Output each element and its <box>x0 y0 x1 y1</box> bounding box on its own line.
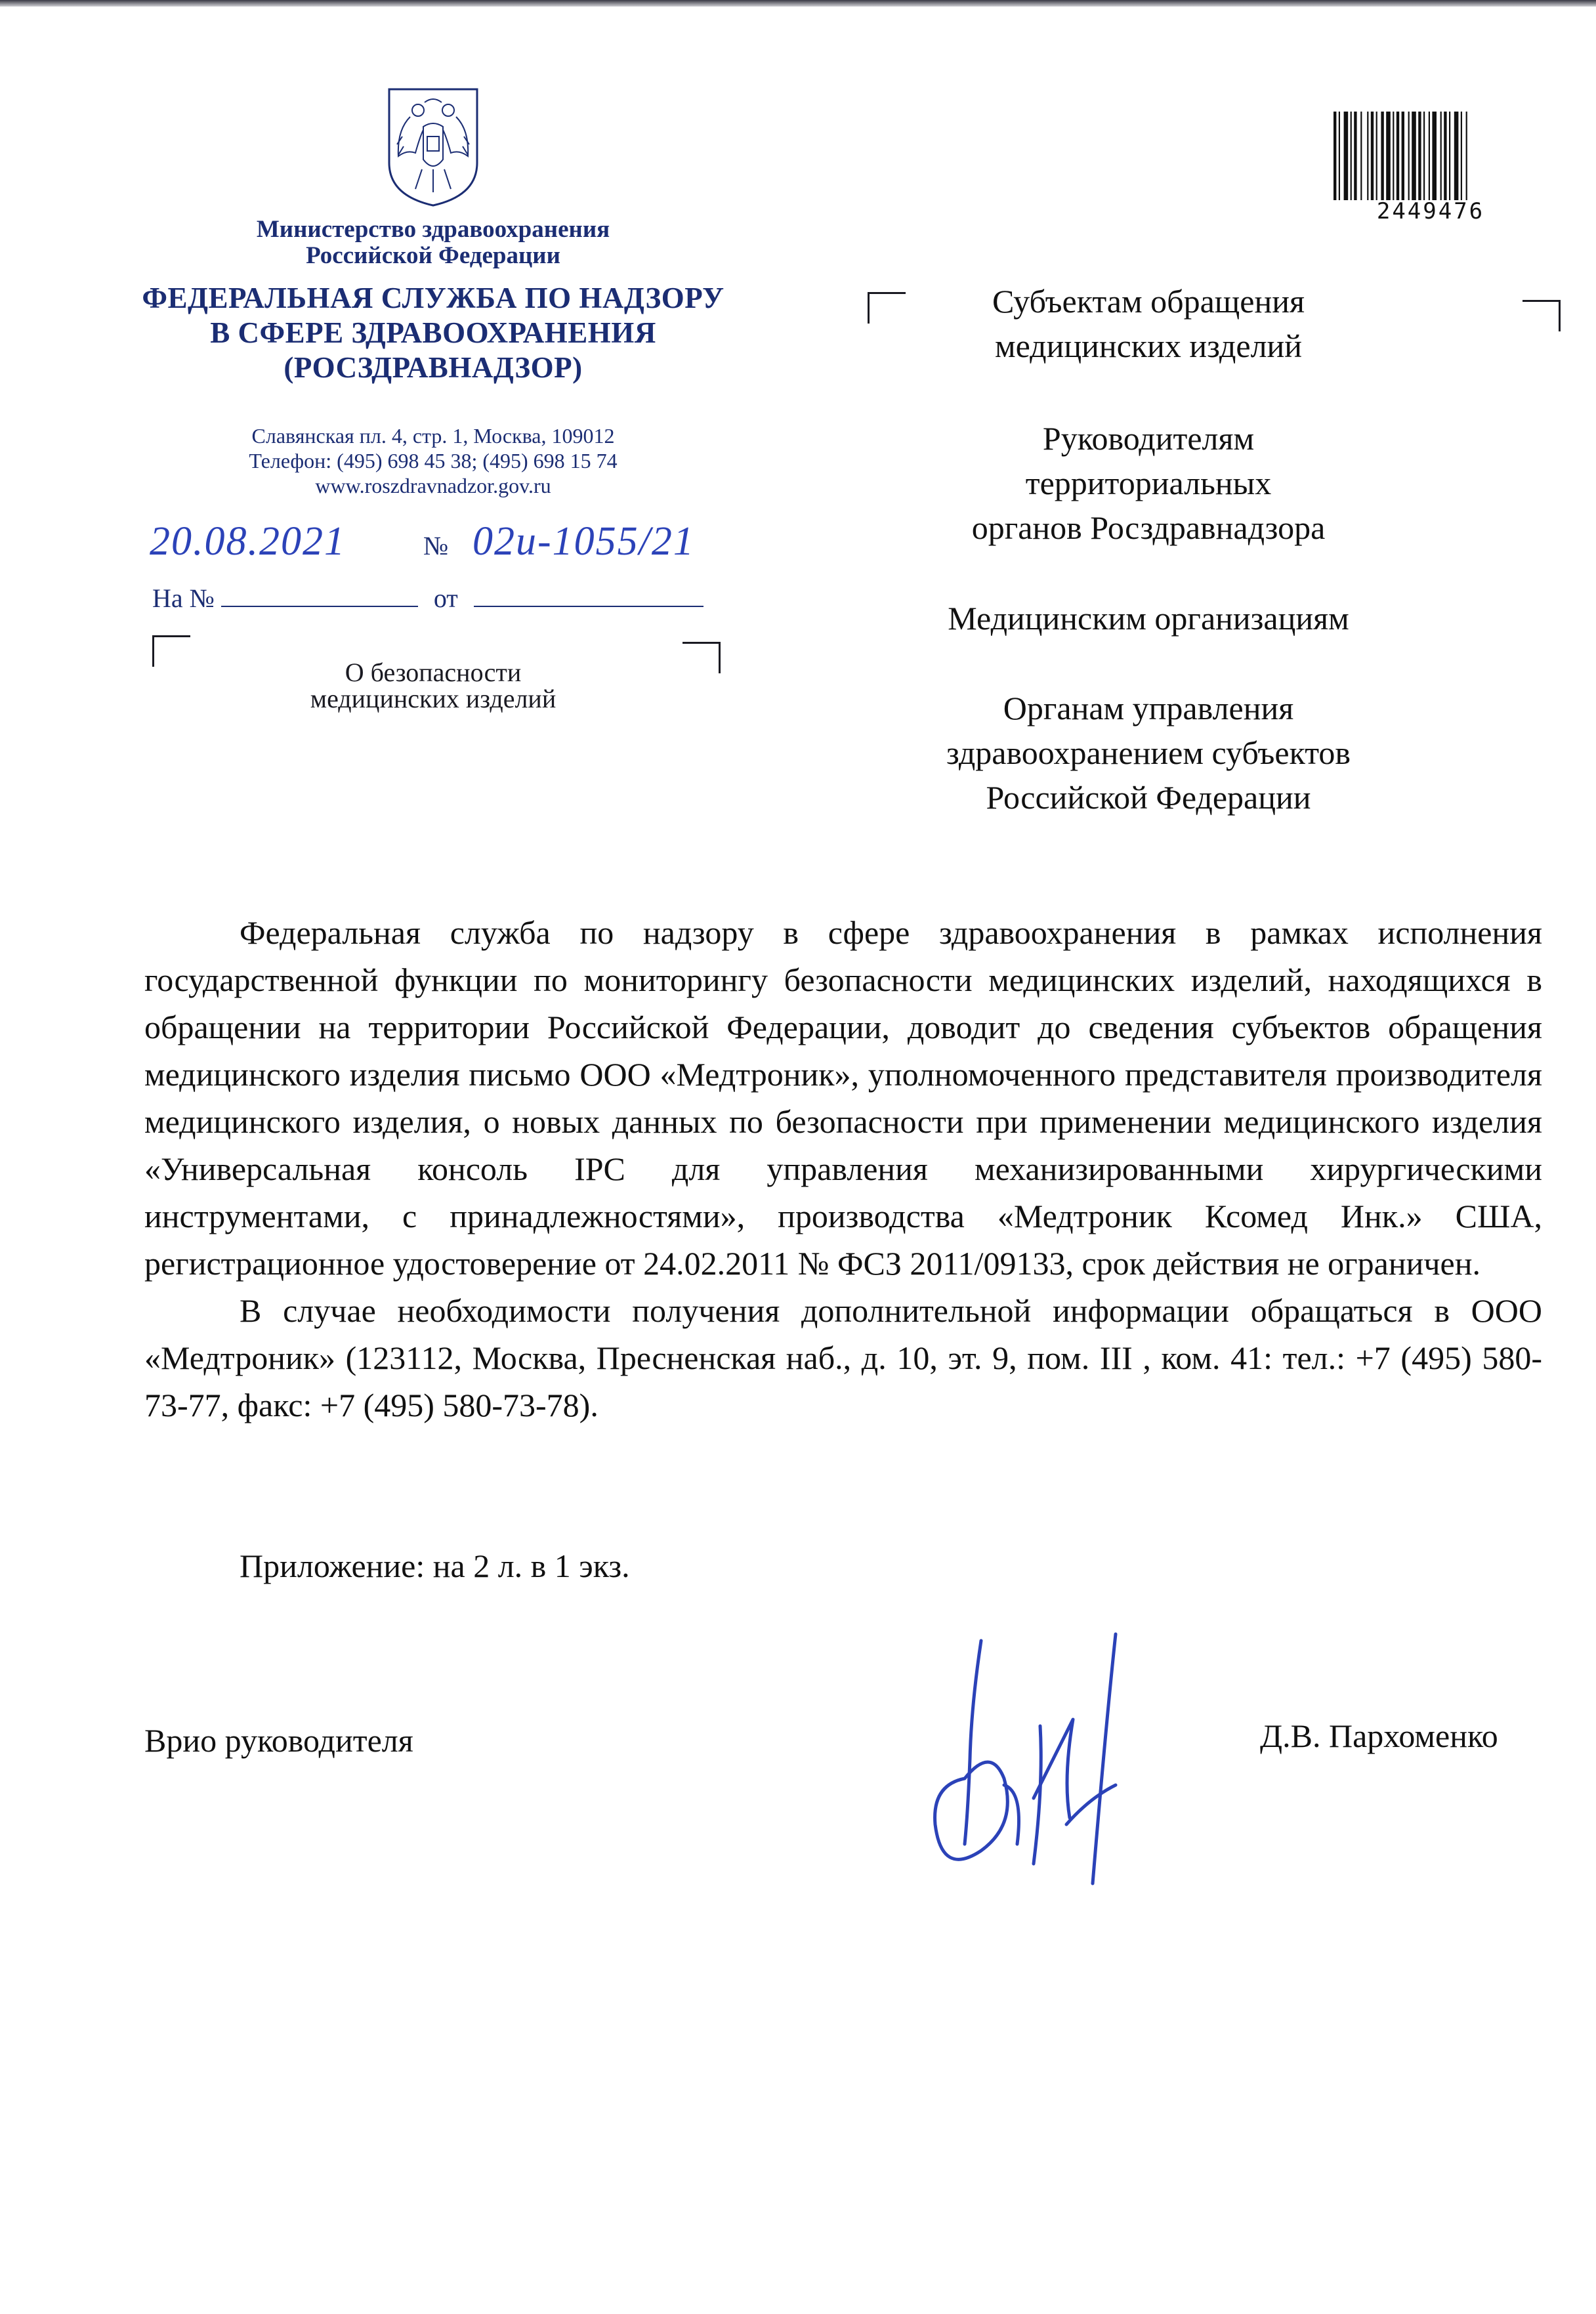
service-name <box>131 281 735 385</box>
letter-body <box>144 909 1542 1429</box>
number-sign: № <box>423 531 449 560</box>
reference-row <box>152 583 704 614</box>
signer-position: Врио руководителя <box>144 1722 413 1759</box>
addressee-4-line-1: Органам управления <box>1003 690 1294 726</box>
addressee-4 <box>899 686 1398 820</box>
addressee-4-line-2: здравоохранением субъектов <box>946 734 1351 771</box>
handwritten-date: 20.08.2021 <box>150 519 346 564</box>
subject-line-2: медицинских изделий <box>310 684 556 713</box>
addressee-3 <box>899 596 1398 641</box>
subject-line-1: О безопасности <box>345 658 522 687</box>
addressee-3-line-1: Медицинским организациям <box>948 600 1349 637</box>
phone-numbers: Телефон: (495) 698 45 38; (495) 698 15 74 <box>249 449 618 473</box>
subject-bracket-right <box>682 642 721 673</box>
reference-from-label: от <box>433 583 458 613</box>
reference-date-blank <box>474 586 704 607</box>
addressee-1 <box>899 279 1398 368</box>
scan-top-edge <box>0 0 1596 7</box>
website: www.roszdravnadzor.gov.ru <box>315 474 551 497</box>
ministry-line-1: Министерство здравоохранения <box>256 216 610 243</box>
addressee-2-line-3: органов Росздравнадзора <box>971 509 1326 546</box>
service-line-3: (РОСЗДРАВНАДЗОР) <box>284 351 583 384</box>
service-line-2: В СФЕРЕ ЗДРАВООХРАНЕНИЯ <box>210 316 656 349</box>
service-line-1: ФЕДЕРАЛЬНАЯ СЛУЖБА ПО НАДЗОРУ <box>142 282 724 314</box>
signer-name: Д.В. Пархоменко <box>1260 1717 1498 1754</box>
ministry-line-2: Российской Федерации <box>306 242 560 269</box>
addressee-2 <box>899 416 1398 550</box>
handwritten-number: 02и-1055/21 <box>472 519 695 564</box>
addressee-1-line-2: медицинских изделий <box>994 327 1303 364</box>
coat-of-arms-icon <box>384 84 482 209</box>
addressee-bracket-right <box>1522 300 1561 331</box>
postal-address: Славянская пл. 4, стр. 1, Москва, 109012 <box>251 424 615 448</box>
reference-number-blank <box>221 586 418 607</box>
ministry-name <box>177 217 689 269</box>
subject <box>197 660 669 712</box>
letterhead-address <box>164 423 702 498</box>
addressee-2-line-2: территориальных <box>1025 465 1272 501</box>
barcode <box>1332 112 1529 200</box>
attachment-note: Приложение: на 2 л. в 1 экз. <box>240 1547 630 1584</box>
barcode-number: 2449476 <box>1376 198 1485 224</box>
addressee-1-line-1: Субъектам обращения <box>992 283 1305 320</box>
addressee-2-line-1: Руководителям <box>1042 420 1255 457</box>
handwritten-signature <box>919 1628 1155 1910</box>
body-paragraph-2: В случае необходимости получения дополнительной информации обращаться в ООО «Медтроник» (123112, Москва, Пресненская наб., д. 10, эт. 9, пом. III , ком. 41: тел.: +7 (495) 580-73-77, факс: +7 (495) 580-73-78). <box>144 1292 1542 1423</box>
addressee-4-line-3: Российской Федерации <box>986 779 1311 816</box>
subject-bracket-left <box>152 635 190 667</box>
body-paragraph-1: Федеральная служба по надзору в сфере здравоохранения в рамках исполнения государственной функции по мониторингу безопасности медицинских изделий, находящихся в обращении на территории Российской Федерации, доводит до сведения субъектов обращения медицинского изделия письмо ООО «Медтроник», уполномоченного представителя производителя медицинского изделия, о новых данных по безопасности при применении медицинского изделия «Универсальная консоль IPC для управления механизированными хирургическими инструментами, с принадлежностями», производства «Медтроник Ксомед Инк.» США, регистрационное удостоверение от 24.02.2011 № ФСЗ 2011/09133, срок действия не ограничен. <box>144 914 1542 1282</box>
reference-label: На № <box>152 583 215 613</box>
